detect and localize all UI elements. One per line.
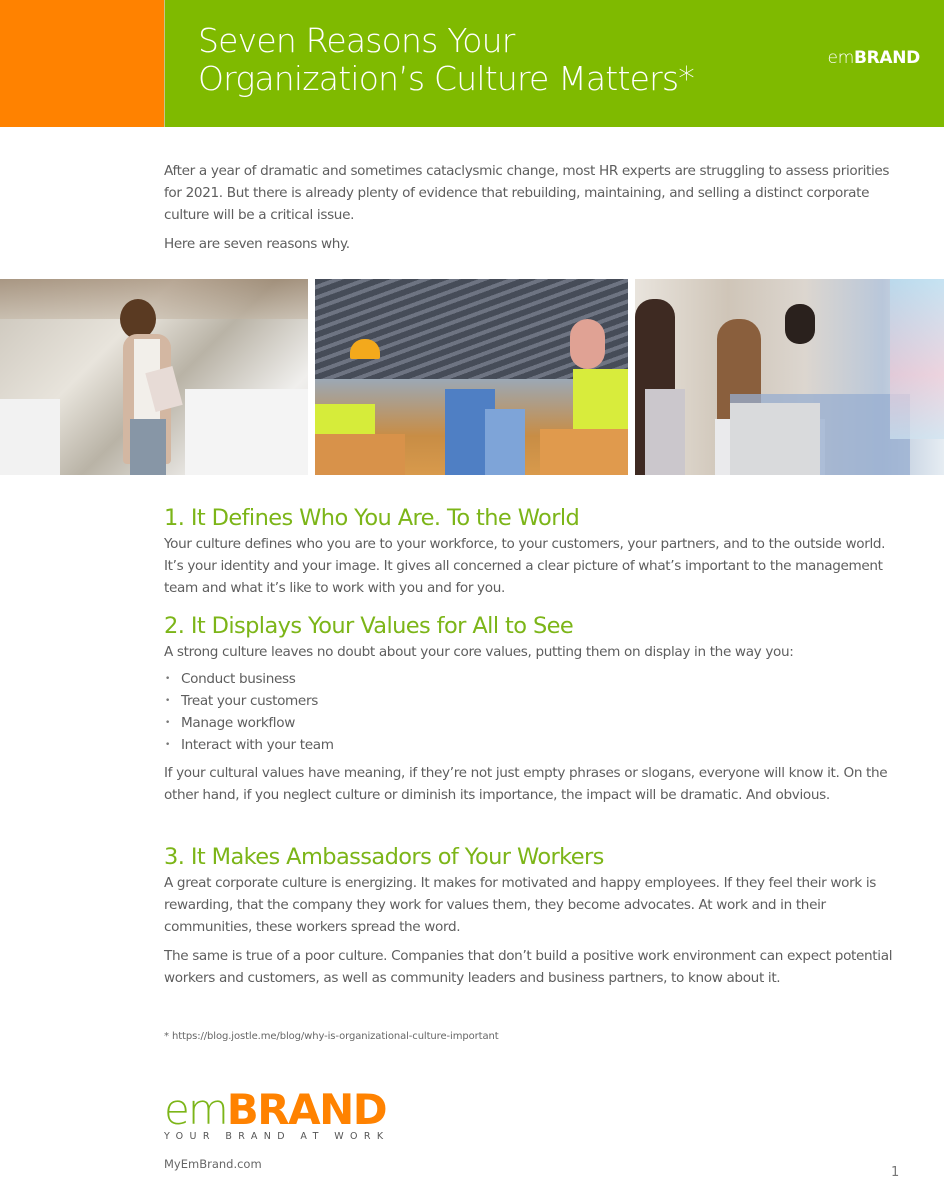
section-1 [164,504,894,599]
list-item: • Manage workflow [164,712,894,734]
section-3-paragraph-2: The same is true of a poor culture. Companies that don’t build a positive work environment can expect potential workers and customers, as well as community leaders and business partners, to know about it. [164,948,893,986]
section-3 [164,843,894,989]
page-title-line-2: Organization’s Culture Matters* [198,59,694,98]
section-1-heading: 1. It Defines Who You Are. To the World [164,505,580,531]
footer-wordmark [164,1085,390,1134]
source-footnote: * https://blog.jostle.me/blog/why-is-organizational-culture-important [164,1031,499,1042]
intro-paragraph: After a year of dramatic and sometimes cataclysmic change, most HR experts are struggling to assess priorities for 2021. But there is already plenty of evidence that rebuilding, maintaining, and selling a distinct corporate culture will be a critical issue. [164,163,890,223]
section-2-paragraph: If your cultural values have meaning, if they’re not just empty phrases or slogans, everyone will know it. On the other hand, if you neglect culture or diminish its importance, the impact will be dramatic. And obvious. [164,765,888,803]
list-item: • Treat your customers [164,690,894,712]
footer-logo-em: em [164,1085,227,1134]
list-item: • Conduct business [164,668,894,690]
warehouse-team-photo [315,279,628,475]
footer-logo-brand: BRAND [226,1085,387,1134]
page-title [198,22,694,98]
section-3-paragraph-1: A great corporate culture is energizing. It makes for motivated and happy employees. If they feel their work is rewarding, that the company they work for values them, they become advocates. At work and in their communities, these workers spread the word. [164,875,876,935]
header-logo-brand: BRAND [853,48,920,68]
section-3-heading: 3. It Makes Ambassadors of Your Workers [164,844,604,870]
header-banner [0,0,944,127]
header-logo [828,48,920,68]
section-1-paragraph: Your culture defines who you are to your workforce, to your customers, your partners, and to the outside world. It’s your identity and your image. It gives all concerned a clear picture of what’s important to the management team and what it’s like to work with you and for you. [164,536,886,596]
header-logo-em: em [827,48,854,68]
intro-lead-in: Here are seven reasons why. [164,236,350,252]
photo-strip [0,279,944,475]
footer-tagline: YOUR BRAND AT WORK [164,1131,390,1142]
page-title-line-1: Seven Reasons Your [198,21,515,60]
footer-logo [164,1085,390,1142]
header-green-block [165,0,944,127]
office-woman-photo [0,279,308,475]
website-link[interactable]: MyEmBrand.com [164,1157,262,1171]
section-2 [164,612,894,806]
page-number: 1 [891,1165,900,1180]
intro [164,160,894,255]
team-glass-board-photo [635,279,944,475]
header-orange-block [0,0,164,127]
list-item: • Interact with your team [164,734,894,756]
section-2-lead: A strong culture leaves no doubt about your core values, putting them on display in the way you: [164,644,794,660]
values-list [164,668,894,756]
section-2-heading: 2. It Displays Your Values for All to See [164,613,574,639]
